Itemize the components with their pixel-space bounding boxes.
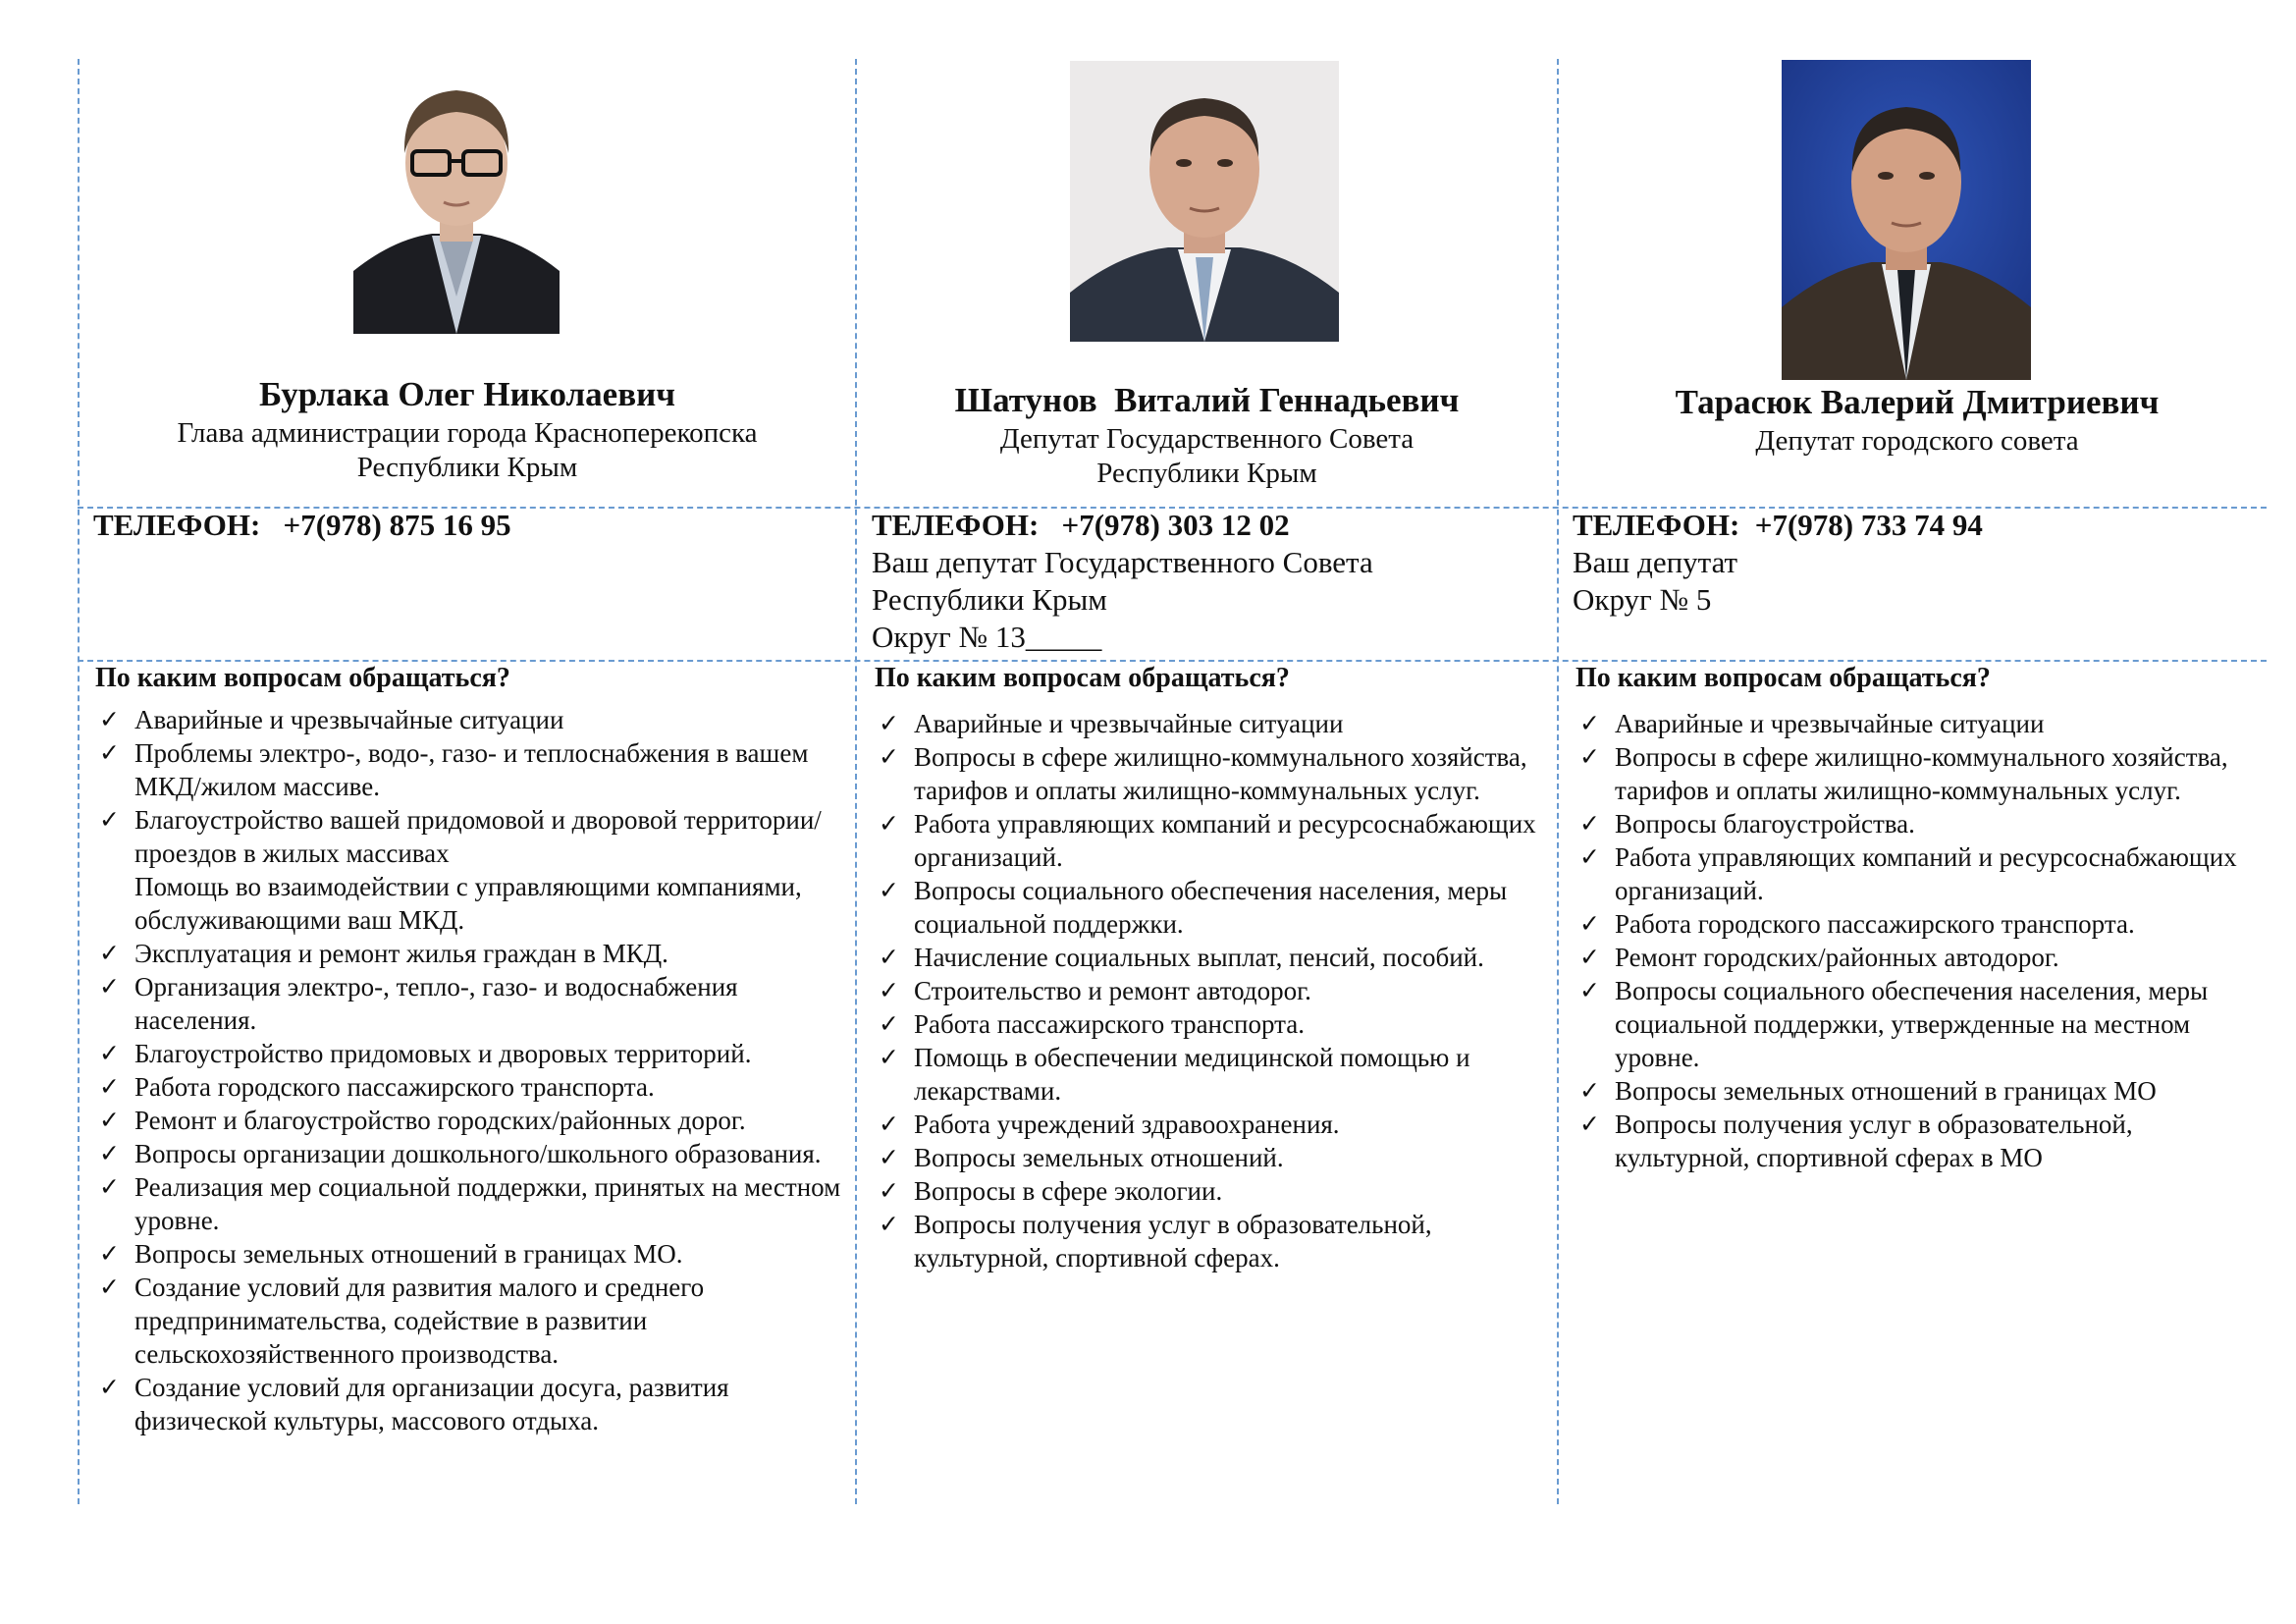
district-note: Республики Крым — [872, 582, 1107, 617]
list-item — [95, 736, 851, 803]
checkmark-icon: ✓ — [1579, 976, 1600, 1004]
person-header — [1559, 381, 2275, 459]
list-item-text: Вопросы социального обеспечения населения, меры социальной поддержки. — [914, 876, 1508, 939]
phone-number[interactable]: +7(978) 303 12 02 — [1061, 508, 1290, 542]
list-item — [875, 707, 1552, 740]
list-item-text: Вопросы получения услуг в образовательной, культурной, спортивной сферах в МО — [1615, 1110, 2133, 1172]
list-item-text: Работа городского пассажирского транспорта. — [134, 1072, 655, 1102]
list-item-text: Вопросы получения услуг в образовательной, культурной, спортивной сферах. — [914, 1210, 1432, 1272]
checkmark-icon: ✓ — [99, 1039, 120, 1067]
list-item — [1575, 840, 2263, 907]
checkmark-icon: ✓ — [1579, 742, 1600, 771]
list-item — [875, 1174, 1552, 1208]
list-item-text: Вопросы социального обеспечения населения, меры социальной поддержки, утвержденные на местном уровне. — [1615, 976, 2209, 1072]
contact-block — [1573, 507, 2260, 619]
list-item-text: Вопросы земельных отношений в границах МО. — [134, 1239, 683, 1269]
checkmark-icon: ✓ — [1579, 909, 1600, 938]
questions-block — [875, 662, 1552, 1274]
questions-title: По каким вопросам обращаться? — [95, 663, 510, 693]
list-item — [875, 1041, 1552, 1108]
list-item-text: Создание условий для развития малого и среднего предпринимательства, содействие в развитии сельскохозяйственного производства. — [134, 1272, 705, 1369]
person-role-line: Республики Крым — [356, 452, 578, 483]
list-item — [95, 1371, 851, 1437]
list-item — [875, 974, 1552, 1007]
checkmark-icon: ✓ — [879, 876, 899, 904]
questions-title: По каким вопросам обращаться? — [1575, 663, 1991, 693]
person-role-line: Депутат Государственного Совета — [999, 423, 1415, 455]
checkmark-icon: ✓ — [879, 943, 899, 971]
list-item-text: Благоустройство вашей придомовой и дворовой территории/проездов в жилых массивах — [134, 805, 822, 868]
list-item — [95, 937, 851, 970]
person-role-line: Республики Крым — [1096, 458, 1317, 489]
list-item — [875, 1108, 1552, 1141]
checkmark-icon: ✓ — [879, 1210, 899, 1238]
list-item — [1575, 941, 2263, 974]
questions-block — [1575, 662, 2263, 1174]
list-item-text: Работа пассажирского транспорта. — [914, 1009, 1305, 1039]
list-item-text: Вопросы в сфере экологии. — [914, 1176, 1223, 1206]
checkmark-icon: ✓ — [879, 1176, 899, 1205]
checkmark-icon: ✓ — [99, 972, 120, 1001]
contact-block — [93, 507, 849, 544]
checkmark-icon: ✓ — [879, 1009, 899, 1038]
list-item — [875, 740, 1552, 807]
list-item — [875, 1141, 1552, 1174]
list-item — [1575, 907, 2263, 941]
questions-list — [1575, 707, 2263, 1174]
list-item-text: Ремонт и благоустройство городских/районных дорог. — [134, 1106, 746, 1135]
checkmark-icon: ✓ — [99, 705, 120, 733]
list-item — [95, 1037, 851, 1070]
questions-list — [95, 703, 851, 1437]
list-item — [95, 803, 851, 870]
grid-line — [855, 59, 857, 1504]
list-item — [95, 1070, 851, 1104]
list-item — [875, 1208, 1552, 1274]
checkmark-icon: ✓ — [1579, 1110, 1600, 1138]
list-item-text: Ремонт городских/районных автодорог. — [1615, 943, 2059, 972]
person-name: Бурлака Олег Николаевич — [258, 375, 676, 413]
list-item — [95, 1137, 851, 1170]
list-item-text: Реализация мер социальной поддержки, принятых на местном уровне. — [134, 1172, 841, 1235]
phone-number[interactable]: +7(978) 875 16 95 — [283, 508, 511, 542]
list-item — [875, 941, 1552, 974]
list-item-text: Строительство и ремонт автодорог. — [914, 976, 1311, 1005]
checkmark-icon: ✓ — [879, 742, 899, 771]
list-item — [95, 1104, 851, 1137]
list-item-text: Вопросы организации дошкольного/школьного образования. — [134, 1139, 822, 1168]
list-item — [95, 1237, 851, 1271]
questions-block — [95, 662, 851, 1437]
list-item-text: Помощь в обеспечении медицинской помощью и лекарствами. — [914, 1043, 1470, 1106]
checkmark-icon: ✓ — [99, 1072, 120, 1101]
list-item — [95, 970, 851, 1037]
list-item-text: Работа управляющих компаний и ресурсоснабжающих организаций. — [1615, 842, 2237, 905]
list-item-text: Вопросы в сфере жилищно-коммунального хозяйства, тарифов и оплаты жилищно-коммунальных услуг. — [1615, 742, 2228, 805]
checkmark-icon: ✓ — [99, 805, 120, 834]
phone-line — [1573, 507, 2260, 544]
district-note: Ваш депутат Государственного Совета — [872, 545, 1373, 579]
list-item-text: Работа учреждений здравоохранения. — [914, 1110, 1340, 1139]
list-item-text: Аварийные и чрезвычайные ситуации — [914, 709, 1344, 738]
person-header — [80, 373, 855, 485]
checkmark-icon: ✓ — [99, 939, 120, 967]
list-item — [1575, 1074, 2263, 1108]
list-item — [1575, 1108, 2263, 1174]
phone-line — [93, 507, 849, 544]
checkmark-icon: ✓ — [99, 1172, 120, 1201]
checkmark-icon: ✓ — [99, 1139, 120, 1167]
phone-label: ТЕЛЕФОН: — [1573, 508, 1740, 542]
phone-label: ТЕЛЕФОН: — [872, 508, 1040, 542]
list-item — [95, 1271, 851, 1371]
list-item — [1575, 707, 2263, 740]
portrait-photo — [1782, 60, 2031, 380]
checkmark-icon: ✓ — [879, 1110, 899, 1138]
list-item-text: Вопросы в сфере жилищно-коммунального хозяйства, тарифов и оплаты жилищно-коммунальных услуг. — [914, 742, 1527, 805]
list-item-text: Работа городского пассажирского транспорта. — [1615, 909, 2135, 939]
checkmark-icon: ✓ — [1579, 842, 1600, 871]
list-item — [875, 874, 1552, 941]
checkmark-icon: ✓ — [879, 1043, 899, 1071]
checkmark-icon: ✓ — [879, 809, 899, 838]
person-name: Тарасюк Валерий Дмитриевич — [1675, 383, 2160, 421]
contact-block — [872, 507, 1549, 656]
checkmark-icon: ✓ — [99, 1272, 120, 1301]
questions-title: По каким вопросам обращаться? — [875, 663, 1290, 693]
list-item-text: Вопросы земельных отношений. — [914, 1143, 1284, 1172]
portrait-photo — [1070, 61, 1339, 342]
list-item-text: Создание условий для организации досуга, развития физической культуры, массового отдыха. — [134, 1373, 729, 1435]
list-item-text: Аварийные и чрезвычайные ситуации — [134, 705, 564, 734]
list-item-text: Вопросы земельных отношений в границах МО — [1615, 1076, 2157, 1106]
checkmark-icon: ✓ — [1579, 809, 1600, 838]
checkmark-icon: ✓ — [1579, 1076, 1600, 1105]
checkmark-icon: ✓ — [879, 1143, 899, 1171]
checkmark-icon: ✓ — [879, 709, 899, 737]
district-note: Округ № 13_____ — [872, 620, 1102, 654]
checkmark-icon: ✓ — [879, 976, 899, 1004]
list-item-text: Аварийные и чрезвычайные ситуации — [1615, 709, 2045, 738]
list-item-text: Организация электро-, тепло-, газо- и водоснабжения населения. — [134, 972, 738, 1035]
list-item-text: Эксплуатация и ремонт жилья граждан в МКД. — [134, 939, 668, 968]
phone-line — [872, 507, 1549, 544]
list-item-text: Благоустройство придомовых и дворовых территорий. — [134, 1039, 752, 1068]
list-item — [95, 1170, 851, 1237]
list-item-text: Проблемы электро-, водо-, газо- и теплоснабжения в вашем МКД/жилом массиве. — [134, 738, 809, 801]
list-item — [1575, 974, 2263, 1074]
phone-number[interactable]: +7(978) 733 74 94 — [1754, 508, 1983, 542]
list-item — [1575, 807, 2263, 840]
list-item-text: Начисление социальных выплат, пенсий, пособий. — [914, 943, 1484, 972]
person-header — [857, 379, 1557, 491]
checkmark-icon: ✓ — [1579, 709, 1600, 737]
list-item — [1575, 740, 2263, 807]
checkmark-icon: ✓ — [99, 1373, 120, 1401]
list-item — [95, 703, 851, 736]
list-item-text: Вопросы благоустройства. — [1615, 809, 1915, 839]
portrait-photo — [353, 65, 560, 334]
list-item — [875, 807, 1552, 874]
list-item-text: Работа управляющих компаний и ресурсоснабжающих организаций. — [914, 809, 1536, 872]
person-role-line: Глава администрации города Красноперекопска — [177, 417, 758, 449]
list-item-text: Помощь во взаимодействии с управляющими компаниями, обслуживающими ваш МКД. — [134, 872, 802, 935]
list-item — [875, 1007, 1552, 1041]
phone-label: ТЕЛЕФОН: — [93, 508, 261, 542]
checkmark-icon: ✓ — [99, 1106, 120, 1134]
list-item — [95, 870, 851, 937]
checkmark-icon: ✓ — [1579, 943, 1600, 971]
grid-line — [1557, 59, 1559, 1504]
checkmark-icon: ✓ — [99, 738, 120, 767]
district-note: Ваш депутат — [1573, 545, 1738, 579]
questions-list — [875, 707, 1552, 1274]
district-note: Округ № 5 — [1573, 582, 1712, 617]
person-role-line: Депутат городского совета — [1755, 425, 2079, 457]
person-name: Шатунов Виталий Геннадьевич — [954, 381, 1460, 419]
grid-line — [78, 59, 80, 1504]
checkmark-icon: ✓ — [99, 1239, 120, 1268]
